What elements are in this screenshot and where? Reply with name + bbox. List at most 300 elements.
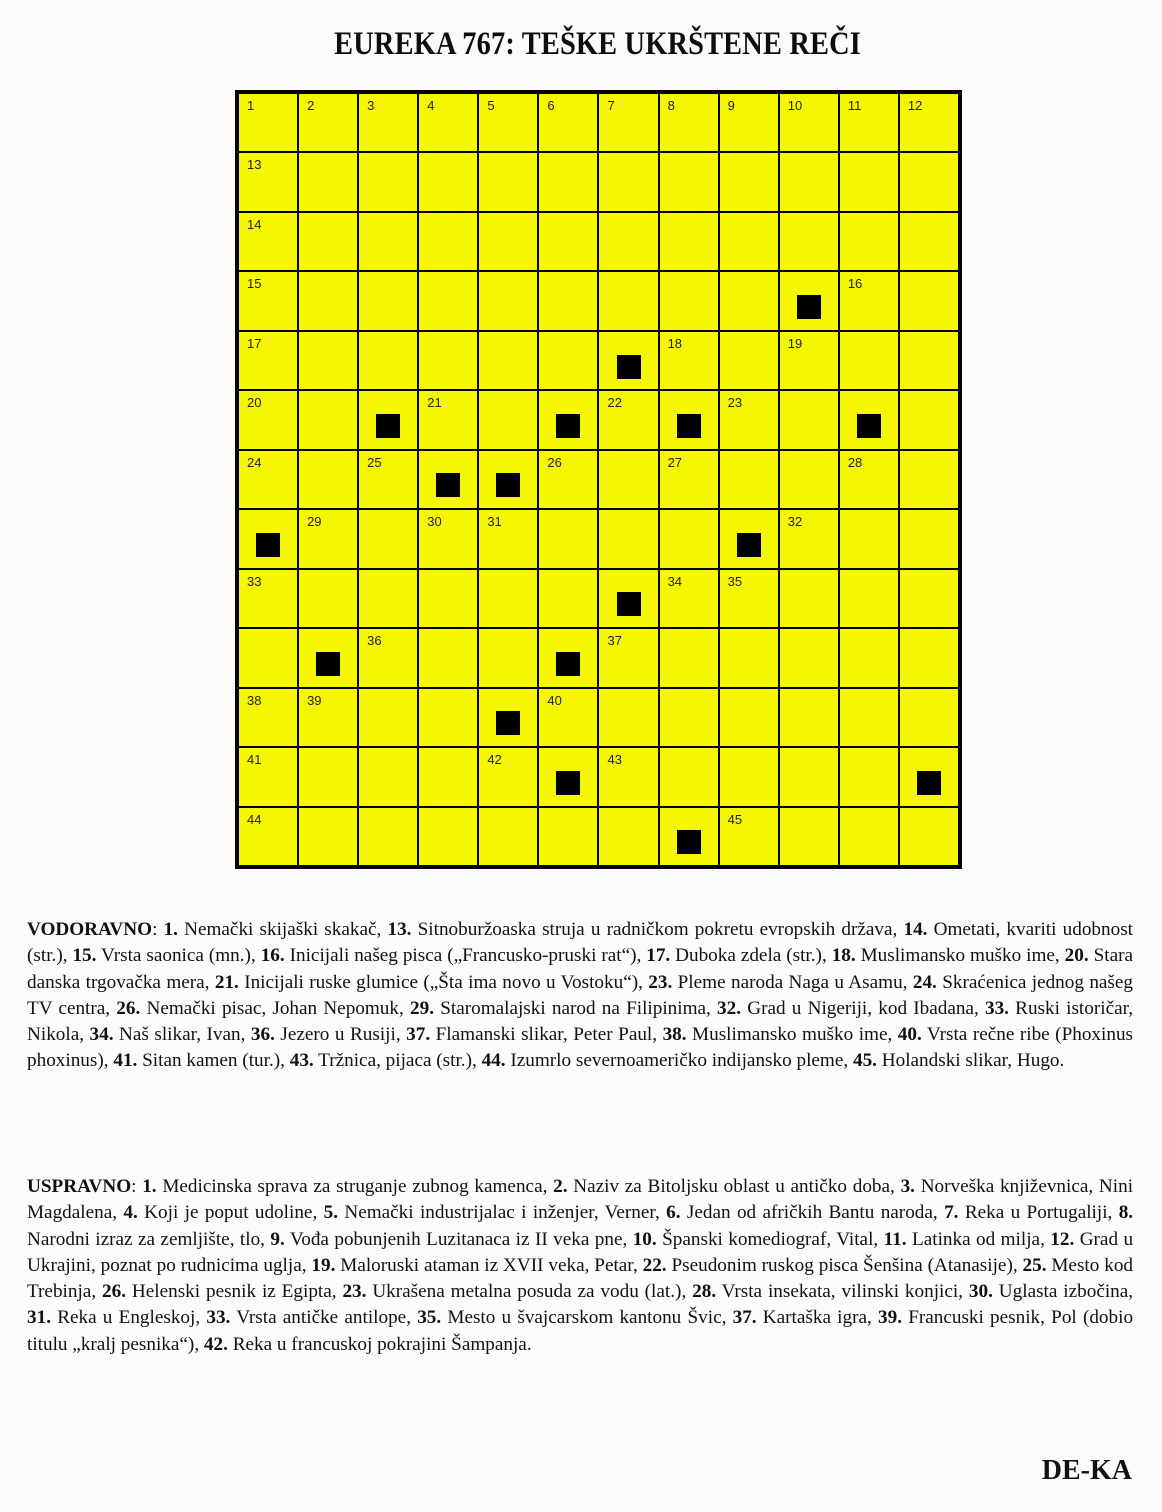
- clue-text: Grad u Nigeriji, kod Ibadana: [747, 997, 974, 1019]
- clue-text: Naziv za Bitoljsku oblast u antičko doba: [573, 1176, 891, 1197]
- grid-cell[interactable]: [660, 808, 718, 865]
- grid-cell[interactable]: [299, 748, 357, 805]
- grid-cell[interactable]: [840, 689, 898, 746]
- grid-cell[interactable]: [840, 153, 898, 210]
- grid-cell[interactable]: [720, 808, 778, 865]
- clue: [116, 998, 399, 1019]
- clue-number: 12.: [1050, 1228, 1075, 1250]
- clue: [324, 1202, 655, 1223]
- grid-cell[interactable]: [539, 808, 597, 865]
- grid-cell[interactable]: [780, 629, 838, 686]
- grid-cell[interactable]: [780, 451, 838, 508]
- grid-cell[interactable]: [660, 272, 718, 329]
- clue-number: 33: [247, 573, 262, 589]
- grid-cell[interactable]: [539, 153, 597, 210]
- clue-number: 44.: [481, 1050, 506, 1072]
- grid-cell[interactable]: [539, 629, 597, 686]
- clue-number: 16: [847, 276, 863, 292]
- clue-text: Maloruski ataman iz XVII veka, Petar: [340, 1254, 633, 1276]
- clue-text: Nemački pisac, Johan Nepomuk: [146, 997, 399, 1019]
- clue-number: 4.: [123, 1202, 138, 1224]
- grid-cell[interactable]: [239, 153, 297, 210]
- clue-number: 6.: [666, 1202, 681, 1224]
- grid-cell[interactable]: [900, 748, 958, 805]
- clue-number: 1.: [163, 919, 178, 940]
- black-square: [256, 533, 280, 557]
- clue-text: Reka u Portugaliji: [964, 1202, 1108, 1224]
- grid-cell[interactable]: [539, 213, 597, 270]
- grid-cell[interactable]: [840, 94, 898, 151]
- clue-text: Francuski pesnik, Pol (dobio titulu „kralj pesnika“): [27, 1307, 1134, 1355]
- clue-number: 45: [727, 811, 743, 827]
- grid-cell[interactable]: [299, 451, 357, 508]
- grid-cell[interactable]: [599, 94, 657, 151]
- grid-cell[interactable]: [359, 808, 417, 865]
- grid-cell[interactable]: [840, 629, 898, 686]
- grid-cell[interactable]: [840, 748, 898, 805]
- grid-cell[interactable]: [539, 332, 597, 389]
- clue-number: 33.: [984, 997, 1009, 1019]
- clue: [204, 1334, 527, 1355]
- grid-cell[interactable]: [840, 272, 898, 329]
- grid-cell[interactable]: [359, 689, 417, 746]
- grid-cell[interactable]: [539, 510, 597, 567]
- clue-number: 22: [607, 395, 622, 411]
- grid-cell[interactable]: [660, 689, 718, 746]
- grid-cell[interactable]: [840, 570, 898, 627]
- clue-number: 26: [547, 454, 562, 470]
- clue-number: 15: [247, 276, 262, 292]
- clue-number: 5: [487, 98, 495, 113]
- grid-cell[interactable]: [479, 629, 537, 686]
- clue: [387, 919, 892, 940]
- clue-number: 9: [727, 98, 735, 113]
- grid-cell[interactable]: [479, 451, 537, 508]
- clue-number: 44: [247, 811, 262, 827]
- grid-cell[interactable]: [840, 391, 898, 448]
- grid-cell[interactable]: [479, 570, 537, 627]
- clue-number: 13: [247, 157, 262, 173]
- clue: [342, 1281, 681, 1302]
- clue-text: Medicinska sprava za struganje zubnog kamenca: [162, 1176, 543, 1197]
- grid-cell[interactable]: [419, 689, 477, 746]
- grid-cell[interactable]: [780, 391, 838, 448]
- grid-cell[interactable]: [720, 570, 778, 627]
- grid-cell[interactable]: [299, 689, 357, 746]
- grid-cell[interactable]: [479, 332, 537, 389]
- grid-cell[interactable]: [299, 332, 357, 389]
- grid-cell[interactable]: [419, 748, 477, 805]
- clue-number: 3: [367, 98, 375, 113]
- clue-text: Jedan od afričkih Bantu naroda: [686, 1202, 933, 1224]
- grid-cell[interactable]: [599, 629, 657, 686]
- grid-cell[interactable]: [599, 213, 657, 270]
- grid-cell[interactable]: [479, 272, 537, 329]
- clue-number: 38.: [662, 1024, 687, 1046]
- clue-number: 34.: [89, 1024, 114, 1046]
- clue-number: 18: [667, 335, 683, 351]
- clue: [270, 1229, 622, 1250]
- grid-cell[interactable]: [479, 808, 537, 865]
- grid-cell[interactable]: [780, 332, 838, 389]
- clue-text: Helenski pesnik iz Egipta: [131, 1281, 332, 1303]
- clue-number: 23.: [648, 971, 673, 993]
- clue-number: 23.: [342, 1281, 367, 1303]
- grid-cell[interactable]: [299, 94, 357, 151]
- grid-cell[interactable]: [900, 272, 958, 329]
- clue: [206, 1307, 406, 1328]
- grid-cell[interactable]: [419, 272, 477, 329]
- grid-cell[interactable]: [660, 510, 718, 567]
- clue-text: Kartaška igra: [762, 1307, 867, 1329]
- clue-text: Vrsta antičke antilope: [236, 1307, 407, 1329]
- grid-cell[interactable]: [299, 808, 357, 865]
- grid-cell[interactable]: [419, 808, 477, 865]
- clue-text: Inicijali ruske glumice („Šta ima novo u Vostoku“): [244, 971, 639, 993]
- black-square: [316, 652, 340, 676]
- clue-number: 10.: [632, 1228, 657, 1250]
- grid-cell[interactable]: [840, 451, 898, 508]
- clue-number: 36: [367, 633, 382, 649]
- vertical-clues: USPRAVNO: 1. Medicinska sprava za struganje zubnog kamenca, 2. Naziv za Bitoljsku oblast u antičko doba, 3. Norveška književnica, Nini Magdalena, 4. Koji je poput udoline, 5. Nemački industrijalac i inženjer, Verner, 6. Jedan od afričkih Bantu naroda, 7. Reka u Portugaliji, 8. Narodni izraz za zemljište, tlo, 9. Vođa pobunjenih Luzitanaca iz II veka pne, 10. Španski komediograf, Vital, 11. Latinka od milja, 12. Grad u Ukrajini, poznat po rudnicima uglja, 19. Maloruski ataman iz XVII veka, Petar, 22. Pseudonim ruskog pisca Šenšina (Atanasije), 25. Mesto kod Trebinja, 26. Helenski pesnik iz Egipta, 23. Ukrašena metalna posuda za vodu (lat.), 28. Vrsta insekata, vilinski konjici, 30. Uglasta izbočina, 31. Reka u Engleskoj, 33. Vrsta antičke antilope, 35. Mesto u švajcarskom kantonu Švic, 37. Kartaška igra, 39. Francuski pesnik, Pol (dobio titulu „kralj pesnika“), 42. Reka u francuskoj pokrajini Šampanja.: [27, 1176, 1134, 1355]
- grid-cell[interactable]: [479, 391, 537, 448]
- grid-cell[interactable]: [599, 332, 657, 389]
- grid-cell[interactable]: [539, 570, 597, 627]
- grid-cell[interactable]: [780, 510, 838, 567]
- clue: [406, 1024, 652, 1045]
- grid-cell[interactable]: [479, 213, 537, 270]
- grid-cell[interactable]: [359, 629, 417, 686]
- grid-cell[interactable]: [539, 94, 597, 151]
- clue: [482, 1050, 844, 1071]
- clue-number: 29.: [410, 997, 434, 1019]
- clue-number: 11.: [883, 1228, 907, 1250]
- clue: [646, 945, 822, 966]
- grid-cell[interactable]: [900, 510, 958, 567]
- crossword-grid: [235, 90, 962, 869]
- grid-cell[interactable]: [720, 94, 778, 151]
- grid-cell[interactable]: [780, 570, 838, 627]
- clue: [553, 1176, 890, 1197]
- clue-number: 22.: [642, 1254, 667, 1276]
- clue-text: Koji je poput udoline: [144, 1202, 313, 1224]
- grid-cell[interactable]: [299, 153, 357, 210]
- grid-cell[interactable]: [539, 272, 597, 329]
- grid-cell[interactable]: [239, 510, 297, 567]
- black-square: [797, 295, 821, 319]
- clue-text: Ukrašena metalna posuda za vodu (lat.): [372, 1281, 682, 1303]
- grid-cell[interactable]: [419, 510, 477, 567]
- clue-number: 2.: [553, 1176, 568, 1197]
- clue: [261, 945, 637, 966]
- clue: [164, 919, 377, 940]
- grid-cell[interactable]: [419, 391, 477, 448]
- grid-cell[interactable]: [359, 153, 417, 210]
- grid-cell[interactable]: [479, 94, 537, 151]
- clue-number: 30.: [968, 1281, 993, 1303]
- grid-cell[interactable]: [900, 689, 958, 746]
- clue-number: 39.: [878, 1307, 902, 1329]
- grid-cell[interactable]: [239, 808, 297, 865]
- grid-cell[interactable]: [900, 629, 958, 686]
- clue-number: 24.: [912, 971, 937, 993]
- grid-cell[interactable]: [599, 153, 657, 210]
- grid-cell[interactable]: [239, 332, 297, 389]
- grid-cell[interactable]: [720, 748, 778, 805]
- clue-number: 25: [367, 454, 382, 470]
- grid-cell[interactable]: [239, 748, 297, 805]
- clue-text: Staromalajski narod na Filipinima: [440, 997, 707, 1019]
- grid-cell[interactable]: [359, 570, 417, 627]
- clue-text: Naš slikar, Ivan: [119, 1024, 241, 1046]
- grid-cell[interactable]: [419, 213, 477, 270]
- clue-number: 28.: [692, 1281, 717, 1303]
- clue-number: 23: [727, 395, 743, 411]
- black-square: [376, 414, 400, 438]
- clue-number: 8.: [1118, 1202, 1134, 1224]
- clue-text: Sitnoburžoaska struja u radničkom pokretu evropskih država: [417, 919, 893, 940]
- grid-cell[interactable]: [780, 748, 838, 805]
- clue-number: 11: [847, 98, 862, 113]
- black-square: [496, 473, 520, 497]
- clue-text: Grad u Ukrajini, poznat po rudnicima uglja: [27, 1228, 1134, 1276]
- grid-cell[interactable]: [359, 272, 417, 329]
- clue-number: 1.: [142, 1176, 157, 1197]
- grid-cell[interactable]: [599, 808, 657, 865]
- clue: [633, 1229, 874, 1250]
- grid-cell[interactable]: [299, 629, 357, 686]
- clue-number: 39: [307, 692, 322, 708]
- grid-cell[interactable]: [780, 689, 838, 746]
- clue-number: 35.: [417, 1307, 442, 1329]
- grid-cell[interactable]: [900, 153, 958, 210]
- grid-cell[interactable]: [720, 272, 778, 329]
- clue-number: 2: [307, 98, 315, 113]
- grid-cell[interactable]: [660, 748, 718, 805]
- grid-cell[interactable]: [900, 570, 958, 627]
- grid-cell[interactable]: [299, 272, 357, 329]
- grid-cell[interactable]: [780, 153, 838, 210]
- grid-cell[interactable]: [479, 689, 537, 746]
- clue-text: Muslimansko muško ime: [692, 1024, 888, 1046]
- grid-cell[interactable]: [419, 629, 477, 686]
- clue-number: 37: [607, 633, 622, 649]
- grid-cell[interactable]: [900, 332, 958, 389]
- clue-number: 42.: [203, 1333, 228, 1355]
- clue-number: 6: [547, 98, 555, 113]
- grid-cell[interactable]: [479, 153, 537, 210]
- clue-number: 32: [787, 514, 803, 530]
- section-label: USPRAVNO: [27, 1176, 132, 1197]
- clue: [832, 945, 1055, 966]
- clue-number: 38: [247, 692, 262, 708]
- clue: [944, 1202, 1107, 1223]
- clue-number: 34: [667, 573, 683, 589]
- grid-cell[interactable]: [840, 510, 898, 567]
- clue: [27, 1307, 195, 1328]
- clue-number: 25.: [1022, 1254, 1047, 1276]
- clue-number: 45.: [852, 1050, 877, 1072]
- grid-cell[interactable]: [299, 570, 357, 627]
- grid-cell[interactable]: [720, 332, 778, 389]
- clue-text: Flamanski slikar, Peter Paul: [435, 1024, 653, 1046]
- clue: [648, 972, 902, 993]
- clue-number: 16.: [260, 945, 285, 967]
- grid-cell[interactable]: [660, 94, 718, 151]
- grid-cell[interactable]: [239, 451, 297, 508]
- grid-cell[interactable]: [780, 808, 838, 865]
- grid-cell[interactable]: [479, 510, 537, 567]
- clue-number: 12: [907, 98, 923, 113]
- clue-number: 24: [247, 454, 262, 470]
- clue-text: Narodni izraz za zemljište, tlo: [27, 1228, 261, 1250]
- grid-cell[interactable]: [539, 689, 597, 746]
- grid-cell[interactable]: [239, 629, 297, 686]
- clue: [142, 1176, 542, 1197]
- grid-cell[interactable]: [660, 629, 718, 686]
- grid-cell[interactable]: [660, 570, 718, 627]
- grid-cell[interactable]: [840, 332, 898, 389]
- clue-text: Vođa pobunjenih Luzitanaca iz II veka pne: [289, 1228, 623, 1250]
- grid-cell[interactable]: [539, 391, 597, 448]
- grid-cell[interactable]: [720, 689, 778, 746]
- grid-cell[interactable]: [239, 689, 297, 746]
- grid-cell[interactable]: [599, 272, 657, 329]
- grid-cell[interactable]: [599, 689, 657, 746]
- clue-number: 18.: [831, 945, 856, 967]
- clue-number: 29: [307, 514, 322, 530]
- grid-cell[interactable]: [720, 510, 778, 567]
- clue-text: Muslimansko muško ime: [860, 945, 1055, 967]
- grid-cell[interactable]: [720, 213, 778, 270]
- black-square: [617, 355, 641, 379]
- clue-number: 20.: [1064, 945, 1089, 967]
- clue-text: Mesto u švajcarskom kantonu Švic: [447, 1307, 722, 1329]
- grid-cell[interactable]: [720, 153, 778, 210]
- grid-cell[interactable]: [239, 272, 297, 329]
- grid-cell[interactable]: [900, 391, 958, 448]
- grid-cell[interactable]: [780, 94, 838, 151]
- grid-cell[interactable]: [780, 213, 838, 270]
- grid-cell[interactable]: [900, 808, 958, 865]
- grid-cell[interactable]: [539, 451, 597, 508]
- clue: [643, 1255, 1013, 1276]
- section-label: VODORAVNO: [27, 919, 153, 940]
- clue-text: Duboka zdela (str.): [675, 945, 822, 967]
- clue-number: 31: [487, 514, 502, 530]
- grid-cell[interactable]: [359, 748, 417, 805]
- grid-cell[interactable]: [299, 213, 357, 270]
- clue-text: Vrsta rečne ribe (Phoxinus phoxinus): [27, 1024, 1134, 1072]
- clue-number: 13.: [387, 919, 412, 940]
- grid-cell[interactable]: [239, 94, 297, 151]
- clue: [290, 1050, 472, 1071]
- clue-number: 8: [667, 98, 675, 113]
- grid-cell[interactable]: [419, 570, 477, 627]
- grid-cell[interactable]: [239, 391, 297, 448]
- grid-cell[interactable]: [599, 748, 657, 805]
- grid-cell[interactable]: [720, 451, 778, 508]
- clue-number: 28: [847, 454, 863, 470]
- clue-number: 31.: [27, 1307, 51, 1329]
- clue-text: Sitan kamen (tur.): [142, 1050, 281, 1072]
- clue-number: 27: [667, 454, 683, 470]
- grid-cell[interactable]: [720, 629, 778, 686]
- grid-cell[interactable]: [720, 391, 778, 448]
- grid-cell[interactable]: [660, 332, 718, 389]
- clue: [853, 1050, 1060, 1071]
- grid-cell[interactable]: [419, 94, 477, 151]
- grid-cell[interactable]: [239, 213, 297, 270]
- grid-cell[interactable]: [780, 272, 838, 329]
- clue-number: 42: [487, 752, 502, 768]
- clue: [311, 1255, 633, 1276]
- clue: [72, 945, 251, 966]
- grid-cell[interactable]: [900, 451, 958, 508]
- grid-cell[interactable]: [419, 332, 477, 389]
- grid-cell[interactable]: [599, 510, 657, 567]
- black-square: [917, 771, 941, 795]
- grid-cell[interactable]: [900, 94, 958, 151]
- clue: [884, 1229, 1040, 1250]
- black-square: [496, 711, 520, 735]
- grid-cell[interactable]: [599, 451, 657, 508]
- grid-cell[interactable]: [359, 332, 417, 389]
- grid-cell[interactable]: [299, 391, 357, 448]
- clue-number: 21: [427, 395, 442, 411]
- clue: [969, 1281, 1128, 1302]
- grid-cell[interactable]: [419, 451, 477, 508]
- clue-number: 14: [247, 216, 262, 232]
- black-square: [436, 473, 460, 497]
- clue: [102, 1281, 332, 1302]
- grid-cell[interactable]: [539, 748, 597, 805]
- clue-text: Holandski slikar, Hugo: [881, 1050, 1060, 1072]
- grid-cell[interactable]: [479, 748, 537, 805]
- clue-text: Ruski istoričar, Nikola: [27, 997, 1134, 1046]
- black-square: [556, 652, 580, 676]
- clue: [663, 1024, 888, 1045]
- clue-text: Ometati, kvariti udobnost (str.): [27, 919, 1133, 967]
- horizontal-clues: VODORAVNO: 1. Nemački skijaški skakač, 13. Sitnoburžoaska struja u radničkom pokretu evropskih država, 14. Ometati, kvariti udobnost (str.), 15. Vrsta saonica (mn.), 16. Inicijali našeg pisca („Francusko-pruski rat“), 17. Duboka zdela (str.), 18. Muslimansko muško ime, 20. Stara danska trgovačka mera, 21. Inicijali ruske glumice („Šta ima novo u Vostoku“), 23. Pleme naroda Naga u Asamu, 24. Skraćenica jednog našeg TV centra, 26. Nemački pisac, Johan Nepomuk, 29. Staromalajski narod na Filipinima, 32. Grad u Nigeriji, kod Ibadana, 33. Ruski istoričar, Nikola, 34. Naš slikar, Ivan, 36. Jezero u Rusiji, 37. Flamanski slikar, Peter Paul, 38. Muslimansko muško ime, 40. Vrsta rečne ribe (Phoxinus phoxinus), 41. Sitan kamen (tur.), 43. Tržnica, pijaca (str.), 44. Izumrlo severnoameričko indijansko pleme, 45. Holandski slikar, Hugo.: [27, 919, 1134, 1072]
- grid-cell[interactable]: [599, 391, 657, 448]
- grid-cell[interactable]: [359, 94, 417, 151]
- clue-text: Nemački industrijalac i inženjer, Verner: [344, 1202, 656, 1224]
- grid-cell[interactable]: [840, 213, 898, 270]
- clue: [692, 1281, 958, 1302]
- clue-number: 40.: [897, 1024, 922, 1046]
- clue-number: 15.: [72, 945, 97, 967]
- grid-cell[interactable]: [660, 213, 718, 270]
- grid-cell[interactable]: [359, 451, 417, 508]
- grid-cell[interactable]: [660, 451, 718, 508]
- grid-cell[interactable]: [359, 213, 417, 270]
- grid-cell[interactable]: [359, 510, 417, 567]
- grid-cell[interactable]: [359, 391, 417, 448]
- clue-number: 30: [427, 514, 442, 530]
- grid-cell[interactable]: [840, 808, 898, 865]
- clue-number: 40: [547, 692, 562, 708]
- grid-cell[interactable]: [239, 570, 297, 627]
- grid-cell[interactable]: [660, 391, 718, 448]
- grid-cell[interactable]: [660, 153, 718, 210]
- black-square: [857, 414, 881, 438]
- grid-cell[interactable]: [419, 153, 477, 210]
- grid-cell[interactable]: [900, 213, 958, 270]
- grid-cell[interactable]: [299, 510, 357, 567]
- grid-cell[interactable]: [599, 570, 657, 627]
- clue-number: 3.: [900, 1176, 915, 1197]
